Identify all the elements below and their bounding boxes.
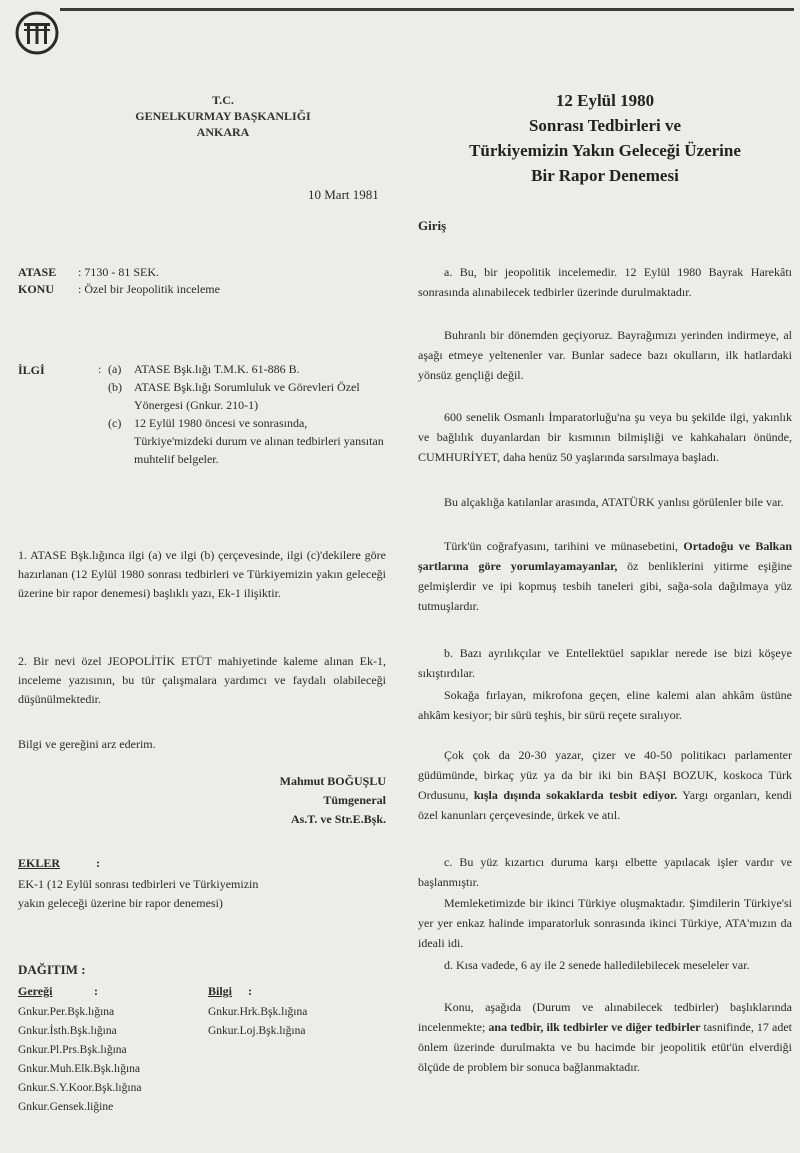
ilgi-a-tag: (a) xyxy=(108,362,122,376)
header-genelkurmay: GENELKURMAY BAŞKANLIĞI xyxy=(135,109,311,123)
report-paragraph: 600 senelik Osmanlı İmparatorluğu'na şu veya bu şekilde ilgi, yakınlık ve bağlılık duyanlardan bir kısmının bilmişliği ve kahkahaları önünde, CUMHURİYET, daha henüz 50 yaşlarında sarsılmaya başladı. xyxy=(418,410,792,464)
bilgi-list xyxy=(208,1003,307,1041)
ekler-colon: : xyxy=(96,856,100,870)
report-paragraph: Çok çok da 20-30 yazar, çizer ve 40-50 politikacı parlamenter güdümünde, birkaç yüz ya da bir iki bin BAŞI BOZUK, koskoca Türk Ordusunu, kışla dışında sokaklarda tesbit ediyor. Yargı organları, kendi özel kanunları çerçevesinde, ürkek ve atıl. xyxy=(418,748,792,822)
list-item: Gnkur.Hrk.Bşk.lığına xyxy=(208,1006,308,1018)
atase-value: : 7130 - 81 SEK. xyxy=(78,265,159,279)
paragraph-2: 2. Bir nevi özel JEOPOLİTİK ETÜT mahiyetinde kaleme alınan Ek-1, inceleme yazısının, bu tür çalışmalara yardımcı ve faydalı olabileceği düşünülmektedir. xyxy=(18,654,386,706)
report-title xyxy=(418,88,792,188)
ilgi-b-text: ATASE Bşk.lığı Sorumluluk ve Görevleri Özel Yönergesi (Gnkur. 210-1) xyxy=(134,380,360,412)
atase-row xyxy=(18,264,159,281)
ilgi-c-tag: (c) xyxy=(108,416,122,430)
geregi-list xyxy=(18,1003,141,1117)
giris-heading: Giriş xyxy=(418,218,447,233)
ilgi-label: İLGİ xyxy=(18,363,45,377)
ekler-heading: EKLER xyxy=(18,856,61,870)
konu-row xyxy=(18,281,220,298)
paragraph-3: Bilgi ve gereğini arz ederim. xyxy=(18,737,156,751)
report-paragraph: d. Kısa vadede, 6 ay ile 2 senede halledilebilecek meseleler var. xyxy=(444,958,750,972)
bilgi-colon: : xyxy=(248,984,252,998)
report-title-line: Türkiyemizin Yakın Geleceği Üzerine xyxy=(469,141,741,160)
ilgi-colon: : xyxy=(98,362,102,376)
top-rule xyxy=(60,8,794,11)
report-paragraph: Türk'ün coğrafyasını, tarihini ve münasebetini, Ortadoğu ve Balkan şartlarına göre yorumlayamayanlar, öz benliklerini yitirme eşiğine gelmişlerdir ve ipi kopmuş tesbih taneleri gibi, sağa-sola dağılmaya yüz tutmuşlardır. xyxy=(418,539,793,613)
report-title-line: Sonrası Tedbirleri ve xyxy=(528,116,682,135)
list-item: Gnkur.Pl.Prs.Bşk.lığına xyxy=(18,1044,127,1056)
report-paragraph: Konu, aşağıda (Durum ve alınabilecek tedbirler) başlıklarında incelenmekte; ana tedbir, ilk tedbirler ve diğer tedbirler tasnifinde, 17 adet önlem üzerinde durulmakta ve bu hacimde bir jeopolitik etüt'ün elverdiği ölçüde de problem bir sonuca bağlanmaktadır. xyxy=(418,1000,792,1074)
atase-key: ATASE xyxy=(18,265,57,279)
bilgi-label: Bilgi xyxy=(208,984,233,998)
emblem-icon xyxy=(14,10,60,56)
signature-title: As.T. ve Str.E.Bşk. xyxy=(290,812,386,826)
report-title-line: Bir Rapor Denemesi xyxy=(531,166,679,185)
report-paragraph: b. Bazı ayrılıkçılar ve Entellektüel sapıklar nerede ise bizi köşeye sıkıştırdılar. xyxy=(418,646,792,680)
list-item: Gnkur.Per.Bşk.lığına xyxy=(18,1006,115,1018)
list-item: Gnkur.Gensek.liğine xyxy=(18,1101,114,1113)
ilgi-item-a xyxy=(98,360,388,378)
header-ankara: ANKARA xyxy=(196,125,250,139)
report-paragraph: Sokağa fırlayan, mikrofona geçen, eline kalemi alan ahkâm üstüne ahkâm kesiyor; bir sürü teşhis, bir sürü reçete sıralıyor. xyxy=(418,688,792,722)
geregi-label: Gereği xyxy=(18,984,53,998)
ilgi-b-tag: (b) xyxy=(108,380,122,394)
dagitim-heading: DAĞITIM : xyxy=(18,962,86,977)
report-paragraph: Memleketimizde bir ikinci Türkiye oluşmaktadır. Şimdilerin Türkiye'si yer yer enkaz halinde imparatorluk sonrasında ikinci Türkiye, ATA'mızın da ideali idi. xyxy=(418,896,792,950)
ilgi-item-b xyxy=(108,378,388,414)
report-paragraph: c. Bu yüz kızartıcı duruma karşı elbette yapılacak işler vardır ve başlanmıştır. xyxy=(418,855,792,889)
list-item: Gnkur.S.Y.Koor.Bşk.lığına xyxy=(18,1082,142,1094)
ilgi-a-text: ATASE Bşk.lığı T.M.K. 61-886 B. xyxy=(134,362,300,376)
list-item: Gnkur.Muh.Elk.Bşk.lığına xyxy=(18,1063,141,1075)
ilgi-item-c xyxy=(108,414,388,468)
report-paragraph: Buhranlı bir dönemden geçiyoruz. Bayrağımızı yerinden indirmeye, al aşağı etmeye yeltenenler var. Bunlar sadece bazı okulların, ilk hatlardaki yönsüz gençliği değil. xyxy=(418,328,792,382)
signature-rank: Tümgeneral xyxy=(323,793,386,807)
geregi-colon: : xyxy=(94,984,98,998)
ilgi-list xyxy=(98,360,388,468)
report-paragraph: Bu alçaklığa katılanlar arasında, ATATÜRK yanlısı görülenler bile var. xyxy=(444,495,784,509)
ilgi-c-text: 12 Eylül 1980 öncesi ve sonrasında, Türkiye'mizdeki durum ve alınan tedbirleri yansıtan muhtelif belgeler. xyxy=(134,416,384,466)
letter-date: 10 Mart 1981 xyxy=(308,187,379,202)
list-item: Gnkur.İsth.Bşk.lığına xyxy=(18,1025,117,1037)
paragraph-1: 1. ATASE Bşk.lığınca ilgi (a) ve ilgi (b) çerçevesinde, ilgi (c)'dekilere göre hazırlanan (12 Eylül 1980 sonrası tedbirleri ve Türkiyemizin yakın geleceği üzerine bir rapor denemesi) başlıklı yazı, Ek-1 ilişiktir. xyxy=(18,548,386,600)
report-title-line: 12 Eylül 1980 xyxy=(555,91,655,110)
list-item: Gnkur.Loj.Bşk.lığına xyxy=(208,1025,306,1037)
konu-value: : Özel bir Jeopolitik inceleme xyxy=(78,282,220,296)
konu-key: KONU xyxy=(18,282,54,296)
ekler-body: EK-1 (12 Eylül sonrası tedbirleri ve Türkiyemizin yakın geleceği üzerine bir rapor denemesi) xyxy=(18,877,259,910)
signature-name: Mahmut BOĞUŞLU xyxy=(279,774,386,788)
report-paragraph: a. Bu, bir jeopolitik incelemedir. 12 Eylül 1980 Bayrak Harekâtı sonrasında alınabilecek tedbirler üzerinde durulmaktadır. xyxy=(418,265,792,299)
header-tc: T.C. xyxy=(212,93,234,107)
